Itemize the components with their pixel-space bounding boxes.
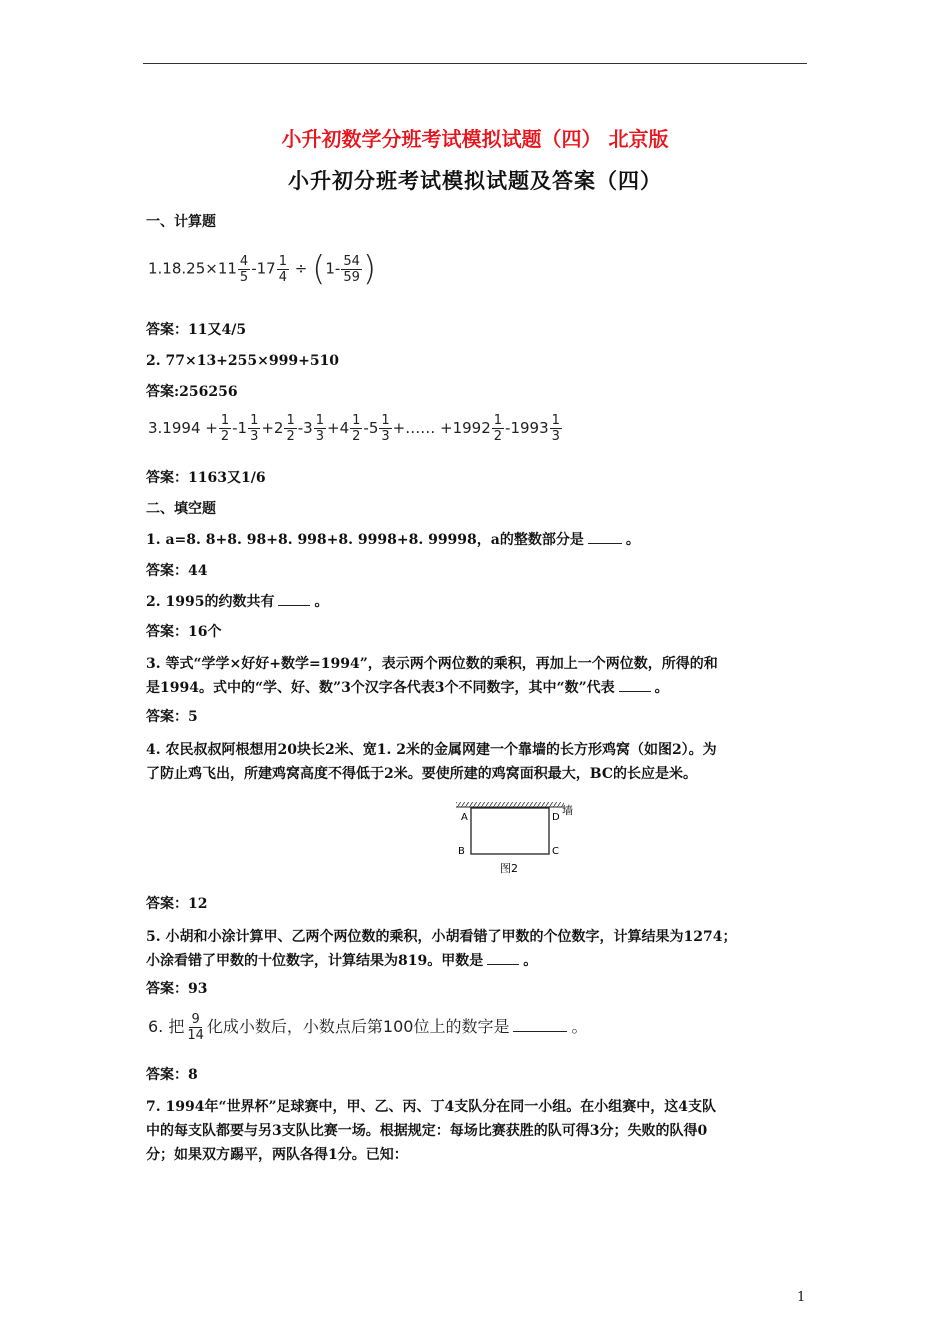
fraction: $\frac{1}{3}$ [315,413,325,444]
figure-caption: 图2 [500,862,518,875]
fraction: $\frac{1}{2}$ [493,413,503,444]
formula-text: ÷ [294,259,308,278]
document-title-red: 小升初数学分班考试模拟试题（四） 北京版 [281,127,669,151]
answer-2-5: 答案：93 [146,981,208,997]
answer-blank [513,1030,567,1032]
answer-2-3: 答案：5 [146,709,198,725]
label-d: D [552,812,560,823]
fraction: $\frac{4}{5}$ [239,253,249,285]
fraction: $\frac{1}{3}$ [381,413,390,444]
label-a: A [461,812,468,823]
label-c: C [552,846,559,857]
question-2-2: 2. 1995的约数共有 。 [146,594,329,610]
question-2-1: 1. a=8. 8+8. 98+8. 998+8. 9998+8. 99998，a的整数部分是 。 [146,532,640,548]
answer-2-4: 答案：12 [146,896,208,912]
question-1-1-formula: 1.18.25×11 $\frac{4}{5}$ -17 $\frac{1}{4}$ ÷ (1- $\frac{54}{59}$ ) [148,249,377,289]
fraction: $\frac{54}{59}$ [343,253,360,285]
fraction: $\frac{9}{14}$ [187,1012,204,1043]
answer-blank [619,690,651,692]
document-title-main: 小升初分班考试模拟试题及答案（四） [288,169,662,193]
label-b: B [458,846,465,857]
fraction: $\frac{1}{3}$ [551,413,560,444]
question-2-6: 6. 把 $\frac{9}{14}$ 化成小数后，小数点后第100位上的数字是 。 [148,1012,588,1043]
section-heading-calculation: 一、计算题 [146,214,216,230]
fraction: $\frac{1}{2}$ [220,413,230,444]
answer-blank [588,542,622,544]
wall-hatching [456,802,564,807]
answer-1-1: 答案：11又4/5 [146,322,247,338]
answer-1-3: 答案：1163又1/6 [146,470,266,486]
fraction: $\frac{1}{2}$ [286,413,295,444]
fraction: $\frac{1}{3}$ [250,413,259,444]
answer-2-6: 答案：8 [146,1067,198,1083]
fraction: $\frac{1}{2}$ [352,413,361,444]
question-2-4: 4. 农民叔叔阿根想用20块长2米、宽1. 2米的金属网建一个靠墙的长方形鸡窝（如图2）。为 了防止鸡飞出，所建鸡窝高度不得低于2米。要使所建的鸡窝面积最大，BC的长应是米。 [146,742,717,782]
page-number: 1 [797,1290,806,1305]
answer-2-2: 答案：16个 [146,624,222,640]
formula-text: -17 [251,259,276,278]
answer-2-1: 答案：44 [146,563,208,579]
coop-rectangle [471,808,549,854]
question-2-3: 3. 等式“学学×好好+数学=1994”，表示两个两位数的乘积，再加上一个两位数，所得的和 是1994。式中的“学、好、数”3个汉字各代表3个不同数字，其中“数”代表 。 [146,656,718,696]
section-heading-fill-blank: 二、填空题 [146,501,216,517]
answer-blank [278,604,310,606]
label-wall: 墙 [562,804,573,817]
header-rule [143,63,807,64]
figure-2-diagram [454,800,584,880]
question-1-2: 2. 77×13+255×999+510 [146,353,340,369]
question-1-3-formula: 3.1994 + $\frac{1}{2}$ -1 $\frac{1}{3}$ +2 $\frac{1}{2}$ -3 $\frac{1}{3}$ +4 $\frac{1}{2}$ -5 $\frac{1}{3}$ +…… +1992 $\frac{1}{2}$ -1993 $\frac{1}{3}$ [148,413,560,444]
formula-text: 1- [325,259,341,278]
fraction: $\frac{1}{4}$ [278,253,287,285]
question-2-5: 5. 小胡和小涂计算甲、乙两个两位数的乘积，小胡看错了甲数的个位数字，计算结果为1274； 小涂看错了甲数的十位数字，计算结果为819。甲数是 。 [146,929,737,969]
formula-text: 1.18.25×11 [148,259,237,278]
answer-blank [487,963,519,965]
question-2-7: 7. 1994年“世界杯”足球赛中，甲、乙、丙、丁4支队分在同一小组。在小组赛中，这4支队 中的每支队都要与另3支队比赛一场。根据规定：每场比赛获胜的队可得3分；失败的队得0 分；如果双方踢平，两队各得1分。已知： [146,1099,717,1163]
answer-1-2: 答案:256256 [146,384,238,400]
